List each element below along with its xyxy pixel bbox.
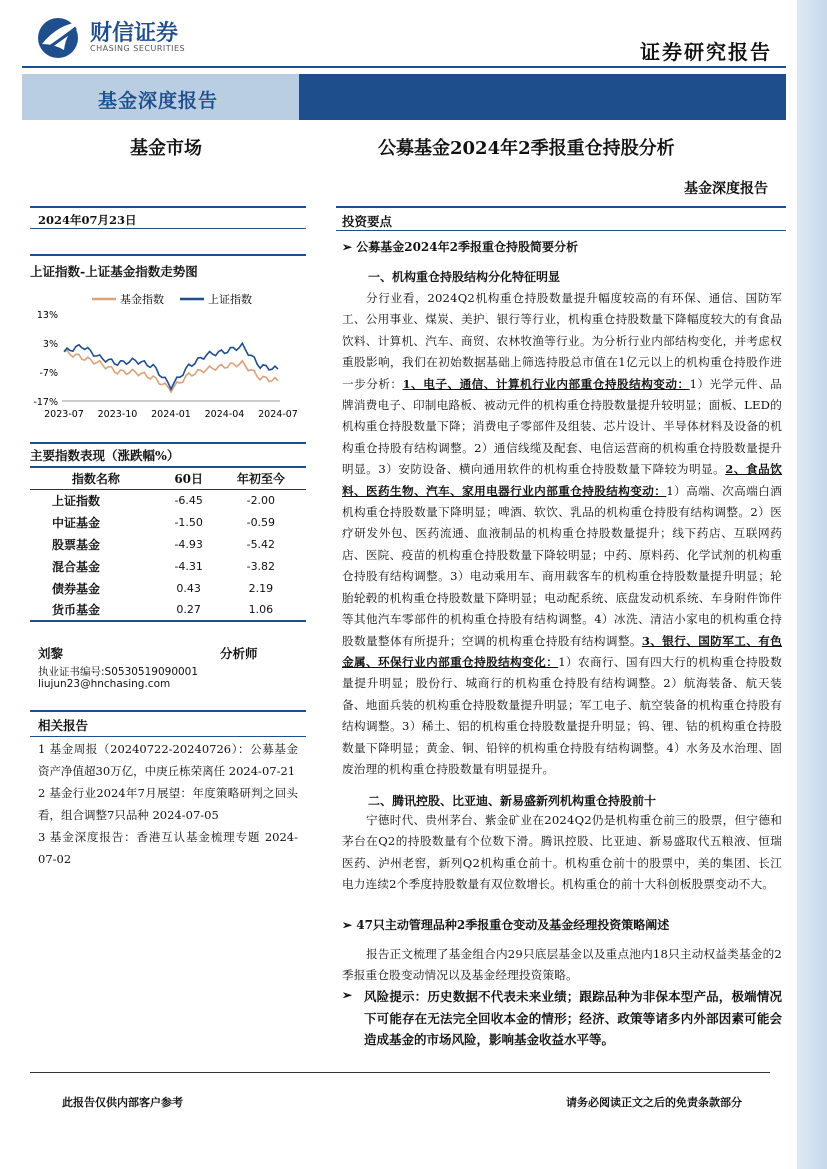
key-points-title-rule	[336, 230, 786, 231]
indices-section-title: 主要指数表现（涨跌幅%）	[30, 448, 180, 463]
market-heading: 基金市场	[130, 138, 202, 159]
table-row	[30, 577, 306, 599]
x-tick-label: 2023-07	[44, 409, 84, 420]
cell-60d: -4.31	[174, 559, 203, 573]
indices-header-ytd: 年初至今	[216, 467, 306, 489]
key-points-rule	[336, 206, 786, 208]
x-tick-label: 2024-01	[151, 409, 191, 420]
brand-logo	[36, 14, 196, 62]
cell-ytd: -2.00	[246, 493, 276, 507]
indices-header-60d: 60日	[162, 467, 216, 489]
cell-60d: 0.27	[162, 599, 216, 621]
key-phrase-3: 3、银行、国防军工、有色金属、环保行业内部重仓持股结构变化：	[342, 633, 782, 669]
sub-report-type: 基金深度报告	[684, 181, 768, 197]
bullet-2	[342, 916, 669, 933]
key-phrase-1: 1、电子、通信、计算机行业内部重仓持股结构变动：	[402, 376, 690, 391]
bullet-1-text: 公募基金2024年2季报重仓持股简要分析	[356, 240, 578, 254]
cell-ytd: -0.59	[246, 515, 276, 529]
heading-1: 一、机构重仓持股结构分化特征明显	[368, 270, 561, 284]
indices-section-rule	[30, 442, 306, 444]
cell-name: 股票基金	[52, 537, 101, 552]
y-tick-label: 3%	[42, 339, 58, 350]
side-decoration-bar	[797, 0, 827, 1169]
report-date: 2024年07月23日	[38, 213, 137, 227]
footer-rule	[30, 1072, 770, 1073]
date-rule-bottom	[30, 228, 306, 229]
related-item[interactable]: 1 基金周报（20240722-20240726）：公募基金资产净值超30万亿，中庚丘栋荣离任 2024-07-21	[38, 742, 298, 778]
chart-section-rule	[30, 254, 306, 256]
cell-60d: 0.43	[176, 581, 201, 595]
chart-section-title: 上证指数-上证基金指数走势图	[30, 264, 198, 279]
brand-name-en: CHASING SECURITIES	[90, 44, 186, 53]
table-row	[30, 533, 306, 555]
x-tick-label: 2024-07	[258, 409, 298, 420]
x-tick-label: 2023-10	[97, 409, 138, 420]
cell-ytd: -5.42	[246, 537, 276, 551]
y-tick-label: -17%	[33, 397, 58, 408]
bullet-1	[342, 238, 578, 255]
legend-sse-label: 上证指数	[208, 293, 252, 306]
cell-name: 混合基金	[52, 559, 101, 574]
cell-ytd: 2.19	[248, 581, 274, 595]
bullet-2-text: 47只主动管理品种2季报重仓变动及基金经理投资策略阐述	[356, 918, 670, 932]
x-axis-ticks	[44, 409, 298, 420]
related-item[interactable]: 2 基金行业2024年7月展望：年度策略研判之回头看，组合调整7只品种 2024-07-05	[38, 786, 298, 822]
risk-warning	[342, 986, 782, 1051]
indices-table	[30, 466, 306, 622]
arrow-bullet-icon: ➢	[342, 918, 357, 932]
related-item[interactable]: 3 基金深度报告：香港互认基金梳理专题 2024-07-02	[38, 830, 298, 866]
arrow-bullet-icon: ➢	[342, 988, 353, 1002]
table-row	[30, 489, 306, 511]
cell-60d: -1.50	[174, 515, 203, 529]
related-section-rule	[30, 710, 306, 712]
indices-header-name: 指数名称	[30, 467, 162, 489]
date-rule	[30, 206, 306, 208]
table-row	[30, 599, 306, 621]
table-row	[30, 555, 306, 577]
analyst-name: 刘黎	[38, 646, 64, 661]
cell-name: 货币基金	[30, 599, 162, 621]
related-title-rule	[30, 736, 306, 737]
paragraph-1: 分行业看，2024Q2机构重仓持股数量提升幅度较高的有环保、通信、国防军工、公用事业、煤炭、美护、银行等行业，机构重仓持股数量下降幅度较大的有食品饮料、计算机、汽车、商贸、农林牧渔等行业。为分析行业内部结构变化，并考虑权重股影响，我们在初始数据基础上筛选持股总市值在1亿元以上的机构重仓持股作进一步分析：1、电子、通信、计算机行业内部重仓持股结构变动：1）光学元件、品牌消费电子、印制电路板、被动元件的机构重仓持股数量提升较明显；面板、LED的机构重仓持股数量下降；消费电子零部件及组装、芯片设计、半导体材料及设备的机构重仓持股有结构调整。2）通信线缆及配套、电信运营商的机构重仓持股数量提升明显。3）安防设备、横向通用软件的机构重仓持股数量下降较为明显。2、食品饮料、医药生物、汽车、家用电器行业内部重仓持股结构变动：1）高端、次高端白酒机构重仓持股数量下降明显；啤酒、软饮、乳品的机构重仓持股有结构调整。2）医疗研发外包、医药流通、血液制品的机构重仓持股数量提升；线下药店、互联网药店、医院、疫苗的机构重仓持股数量下降较明显；中药、原料药、化学试剂的机构重仓持股有结构调整。3）电动乘用车、商用载客车的机构重仓持股数量提升明显；轮胎轮毂的机构重仓持股数量下降明显；电动配系统、底盘发动机系统、车身附件饰件等其他汽车零部件的机构重仓持股有结构调整。4）冰洗、清洁小家电的机构重仓持股数量整体有所提升；空调的机构重仓持股有结构调整。3、银行、国防军工、有色金属、环保行业内部重仓持股结构变化：1）农商行、国有四大行的机构重仓持股数量提升明显；股份行、城商行的机构重仓持股有结构调整。2）航海装备、航天装备、地面兵装的机构重仓持股数量提升明显；军工电子、航空装备的机构重仓持股有结构调整。3）稀土、铝的机构重仓持股数量提升明显；钨、锂、钴的机构重仓持股数量下降明显；黄金、铜、铅锌的机构重仓持股有结构调整。4）水务及水治理、固废治理的机构重仓持股数量有明显提升。	[342, 291, 783, 776]
arrow-bullet-icon: ➢	[342, 240, 357, 254]
footer-left: 此报告仅供内部客户参考	[62, 1096, 183, 1109]
table-row	[30, 511, 306, 533]
banner-title: 基金深度报告	[98, 90, 219, 112]
key-phrase-2: 2、食品饮料、医药生物、汽车、家用电器行业内部重仓持股结构变动：	[342, 462, 783, 498]
cell-name: 中证基金	[52, 515, 101, 530]
analyst-email[interactable]: liujun23@hnchasing.com	[38, 678, 171, 690]
y-tick-label: 13%	[36, 310, 58, 321]
cell-ytd: 1.06	[216, 599, 306, 621]
report-type-label: 证券研究报告	[640, 40, 772, 64]
risk-text: 风险提示：历史数据不代表未来业绩；跟踪品种为非保本型产品，极端情况下可能存在无法完全回收本金的情形；经济、政策等诸多内外部因素可能会造成基金的市场风险，影响基金收益水平等。	[364, 989, 782, 1047]
paragraph-3: 报告正文梳理了基金组合内29只底层基金以及重点池内18只主动权益类基金的2季报重仓股变动情况以及基金经理投资策略。	[342, 947, 782, 983]
analyst-license: 执业证书编号:S0530519090001	[38, 666, 199, 678]
chart-legend	[92, 292, 252, 306]
index-trend-chart	[30, 282, 306, 422]
key-points-title: 投资要点	[342, 214, 393, 229]
cell-name: 上证指数	[52, 493, 101, 508]
analyst-role: 分析师	[220, 646, 258, 661]
x-tick-label: 2024-04	[204, 409, 245, 420]
footer-right: 请务必阅读正文之后的免责条款部分	[566, 1096, 742, 1109]
y-tick-label: -7%	[39, 368, 58, 379]
legend-fund-label: 基金指数	[120, 293, 164, 306]
y-axis-ticks	[33, 310, 58, 408]
logo-mark-icon	[36, 14, 84, 62]
header-rule	[22, 66, 786, 68]
page-title: 公募基金2024年2季报重仓持股分析	[378, 138, 675, 159]
related-section-title: 相关报告	[38, 718, 89, 733]
brand-name-cn: 财信证券	[90, 21, 179, 46]
cell-name: 债券基金	[52, 581, 101, 596]
cell-60d: -4.93	[174, 537, 203, 551]
cell-60d: -6.45	[174, 493, 203, 507]
heading-2: 二、腾讯控股、比亚迪、新易盛新列机构重仓持股前十	[368, 794, 657, 808]
cell-ytd: -3.82	[246, 559, 276, 573]
paragraph-2: 宁德时代、贵州茅台、紫金矿业在2024Q2仍是机构重仓前三的股票，但宁德和茅台在Q2的持股数量有个位数下滑。腾讯控股、比亚迪、新易盛取代五粮液、恒瑞医药、泸州老窖，新列Q2机构重仓前十。机构重仓前十的股票中，美的集团、长江电力连续2个季度持股数量有双位数增长。机构重仓的前十大科创板股票变动不大。	[342, 813, 782, 892]
